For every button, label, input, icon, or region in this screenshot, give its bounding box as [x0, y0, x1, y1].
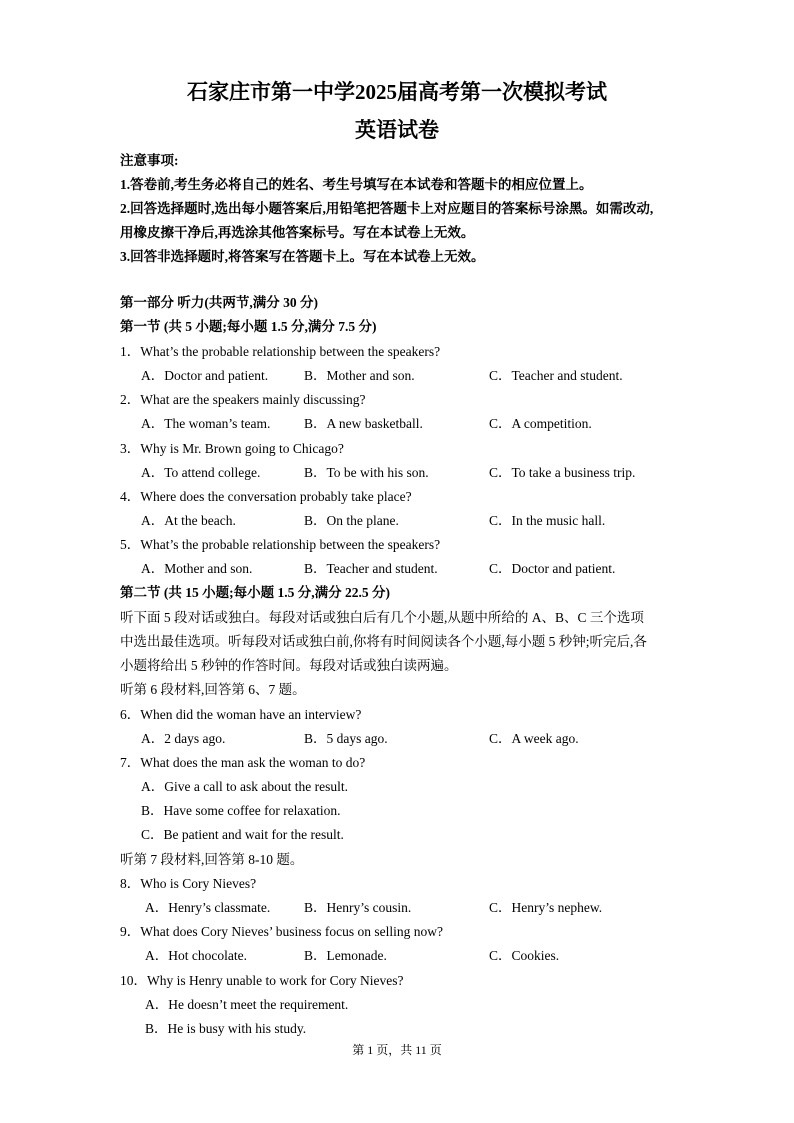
option-b: B．Henry’s cousin.	[304, 900, 412, 915]
option-b: B．To be with his son.	[304, 465, 429, 480]
material-7-label: 听第 7 段材料,回答第 8-10 题。	[120, 852, 304, 867]
question-stem: 9．What does Cory Nieves’ business focus on selling now?	[120, 924, 443, 939]
section1-title: 第一节 (共 5 小题;每小题 1.5 分,满分 7.5 分)	[120, 319, 377, 334]
option-c: C．Henry’s nephew.	[489, 900, 603, 915]
question-stem: 4．Where does the conversation probably take place?	[120, 489, 412, 504]
option-a: A．Henry’s classmate.	[145, 900, 271, 915]
section2-instructions-1: 听下面 5 段对话或独白。每段对话或独白后有几个小题,从题中所给的 A、B、C 三个选项	[120, 610, 644, 625]
option-c: C．Teacher and student.	[489, 368, 623, 383]
section2-instructions-3: 小题将给出 5 秒钟的作答时间。每段对话或独白读两遍。	[120, 658, 458, 673]
question-stem: 3．Why is Mr. Brown going to Chicago?	[120, 441, 344, 456]
option-a: A．Give a call to ask about the result.	[141, 779, 348, 794]
section2-instructions-2: 中选出最佳选项。听每段对话或独白前,你将有时间阅读各个小题,每小题 5 秒钟;听完后,各	[120, 634, 647, 649]
question-stem: 8．Who is Cory Nieves?	[120, 876, 257, 891]
option-c: C．A competition.	[489, 416, 592, 431]
option-a: A．The woman’s team.	[141, 416, 271, 431]
option-a: A．Hot chocolate.	[145, 948, 247, 963]
option-c: C．To take a business trip.	[489, 465, 636, 480]
page-subtitle: 英语试卷	[355, 118, 439, 142]
option-b: B．A new basketball.	[304, 416, 423, 431]
question-stem: 5．What’s the probable relationship between the speakers?	[120, 537, 441, 552]
option-b: B．Teacher and student.	[304, 561, 438, 576]
question-stem: 10．Why is Henry unable to work for Cory Nieves?	[120, 973, 404, 988]
option-b: B．Mother and son.	[304, 368, 415, 383]
option-c: C．In the music hall.	[489, 513, 606, 528]
notes-line-2b: 用橡皮擦干净后,再选涂其他答案标号。写在本试卷上无效。	[120, 225, 475, 240]
material-6-label: 听第 6 段材料,回答第 6、7 题。	[120, 682, 306, 697]
notes-line-1: 1.答卷前,考生务必将自己的姓名、考生号填写在本试卷和答题卡的相应位置上。	[120, 177, 593, 192]
question-stem: 6．When did the woman have an interview?	[120, 707, 362, 722]
page-number: 第 1 页，共 11 页	[352, 1043, 442, 1057]
notes-heading: 注意事项:	[120, 153, 179, 168]
option-a: A．2 days ago.	[141, 731, 226, 746]
section2-title: 第二节 (共 15 小题;每小题 1.5 分,满分 22.5 分)	[120, 585, 390, 600]
notes-line-2a: 2.回答选择题时,选出每小题答案后,用铅笔把答题卡上对应题目的答案标号涂黑。如需改动,	[120, 201, 654, 216]
option-b: B．Have some coffee for relaxation.	[141, 803, 341, 818]
option-c: C．Doctor and patient.	[489, 561, 616, 576]
option-a: A．Doctor and patient.	[141, 368, 269, 383]
option-b: B．He is busy with his study.	[145, 1021, 307, 1036]
question-stem: 1．What’s the probable relationship between the speakers?	[120, 344, 441, 359]
part1-title: 第一部分 听力(共两节,满分 30 分)	[120, 295, 318, 310]
option-b: B．Lemonade.	[304, 948, 387, 963]
page-title: 石家庄市第一中学2025届高考第一次模拟考试	[187, 80, 607, 104]
option-b: B．On the plane.	[304, 513, 399, 528]
notes-line-3: 3.回答非选择题时,将答案写在答题卡上。写在本试卷上无效。	[120, 249, 485, 264]
option-a: A．He doesn’t meet the requirement.	[145, 997, 349, 1012]
option-a: A．Mother and son.	[141, 561, 253, 576]
option-c: C．A week ago.	[489, 731, 579, 746]
option-a: A．To attend college.	[141, 465, 261, 480]
option-c: C．Cookies.	[489, 948, 560, 963]
option-c: C．Be patient and wait for the result.	[141, 827, 344, 842]
question-stem: 2．What are the speakers mainly discussing?	[120, 392, 366, 407]
option-a: A．At the beach.	[141, 513, 236, 528]
question-stem: 7．What does the man ask the woman to do?	[120, 755, 366, 770]
option-b: B．5 days ago.	[304, 731, 388, 746]
